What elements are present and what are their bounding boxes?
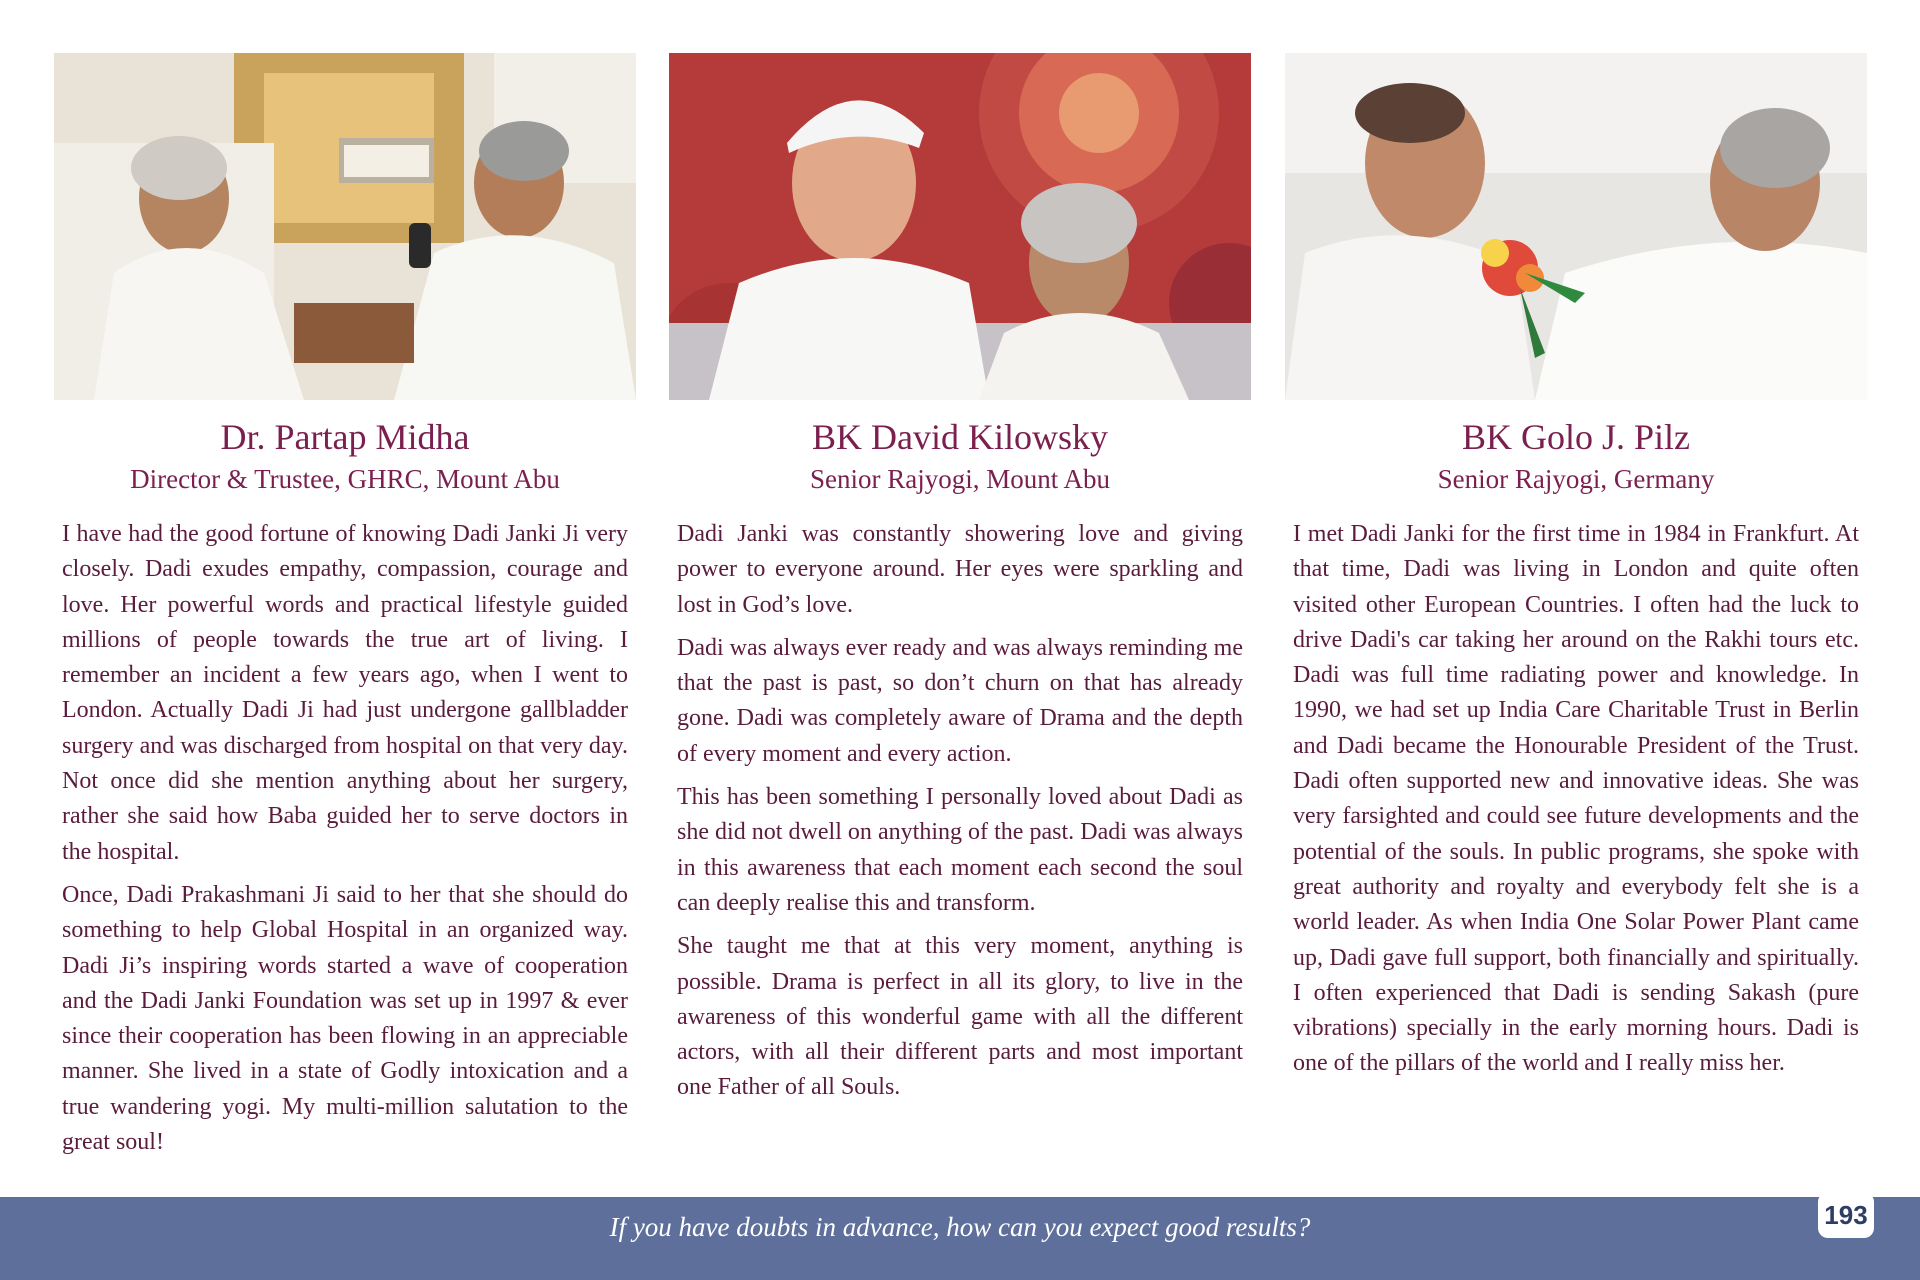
profile-text bbox=[54, 517, 636, 1160]
profile-photo bbox=[669, 53, 1251, 400]
profile-role: Senior Rajyogi, Mount Abu bbox=[809, 464, 1110, 494]
photo-image bbox=[669, 53, 1251, 400]
paragraph: Once, Dadi Prakashmani Ji said to her that she should do something to help Global Hospital in an organized way. Dadi Ji’s inspiring words started a wave of cooperation and the Dadi Janki Foundation was set up in 1997 & ever since their cooperation has been flowing in an appreciable manner. She lived in a state of Godly intoxication and a true wandering yogi. My multi-million salutation to the great soul! bbox=[62, 881, 628, 1156]
profile-name: BK David Kilowsky bbox=[812, 417, 1108, 457]
paragraph: She taught me that at this very moment, anything is possible. Drama is perfect in all its glory, to live in the awareness of this wonderful game with all the different actors, with all their different parts and most important one Father of all Souls. bbox=[677, 933, 1243, 1101]
profile-name: Dr. Partap Midha bbox=[220, 417, 470, 457]
profile-role: Director & Trustee, GHRC, Mount Abu bbox=[130, 464, 560, 494]
profile-card-golo-pilz bbox=[1285, 53, 1867, 1090]
paragraph: I met Dadi Janki for the first time in 1984 in Frankfurt. At that time, Dadi was living in London and quite often visited other European Countries. I often had the luck to drive Dadi's car taking her around on the Rakhi tours etc. Dadi was full time radiating power and knowledge. In 1990, we had set up India Care Charitable Trust in Berlin and Dadi became the Honourable President of the Trust. Dadi often supported new and innovative ideas. She was very farsighted and could see future developments and the potential of the souls. In public programs, she spoke with great authority and royalty and everybody felt she is a world leader. As when India One Solar Power Plant came up, Dadi gave full support, both financially and spiritually. I often experienced that Dadi is sending Sakash (pure vibrations) specially in the early morning hours. Dadi is one of the pillars of the world and I really miss her. bbox=[1293, 521, 1859, 1077]
profile-role: Senior Rajyogi, Germany bbox=[1437, 464, 1715, 494]
paragraph: This has been something I personally loved about Dadi as she did not dwell on anything of the past. Dadi was always in this awareness that each moment each second the soul can deeply realise this and transform. bbox=[677, 784, 1243, 916]
footer-quote: If you have doubts in advance, how can you expect good results? bbox=[609, 1212, 1311, 1242]
photo-image bbox=[1285, 53, 1867, 400]
profile-photo bbox=[54, 53, 636, 400]
profile-text bbox=[669, 517, 1251, 1106]
profile-card-david-kilowsky bbox=[669, 53, 1251, 1114]
profile-card-partap-midha bbox=[54, 53, 636, 1168]
paragraph: I have had the good fortune of knowing Dadi Janki Ji very closely. Dadi exudes empathy, compassion, courage and love. Her powerful words and practical lifestyle guided millions of people towards the true art of living. I remember an incident a few years ago, when I went to London. Actually Dadi Ji had just undergone gallbladder surgery and was discharged from hospital on that very day. Not once did she mention anything about her surgery, rather she said how Baba guided her to serve doctors in the hospital. bbox=[62, 521, 628, 865]
profile-name: BK Golo J. Pilz bbox=[1461, 417, 1691, 457]
profile-photo bbox=[1285, 53, 1867, 400]
page-number: 193 bbox=[1818, 1192, 1874, 1238]
paragraph: Dadi Janki was constantly showering love and giving power to everyone around. Her eyes were sparkling and lost in God’s love. bbox=[677, 521, 1243, 618]
profile-text bbox=[1285, 517, 1867, 1082]
footer-band bbox=[0, 1197, 1920, 1280]
photo-image bbox=[54, 53, 636, 400]
paragraph: Dadi was always ever ready and was always reminding me that the past is past, so don’t churn on that has already gone. Dadi was completely aware of Drama and the depth of every moment and every action. bbox=[677, 634, 1243, 767]
